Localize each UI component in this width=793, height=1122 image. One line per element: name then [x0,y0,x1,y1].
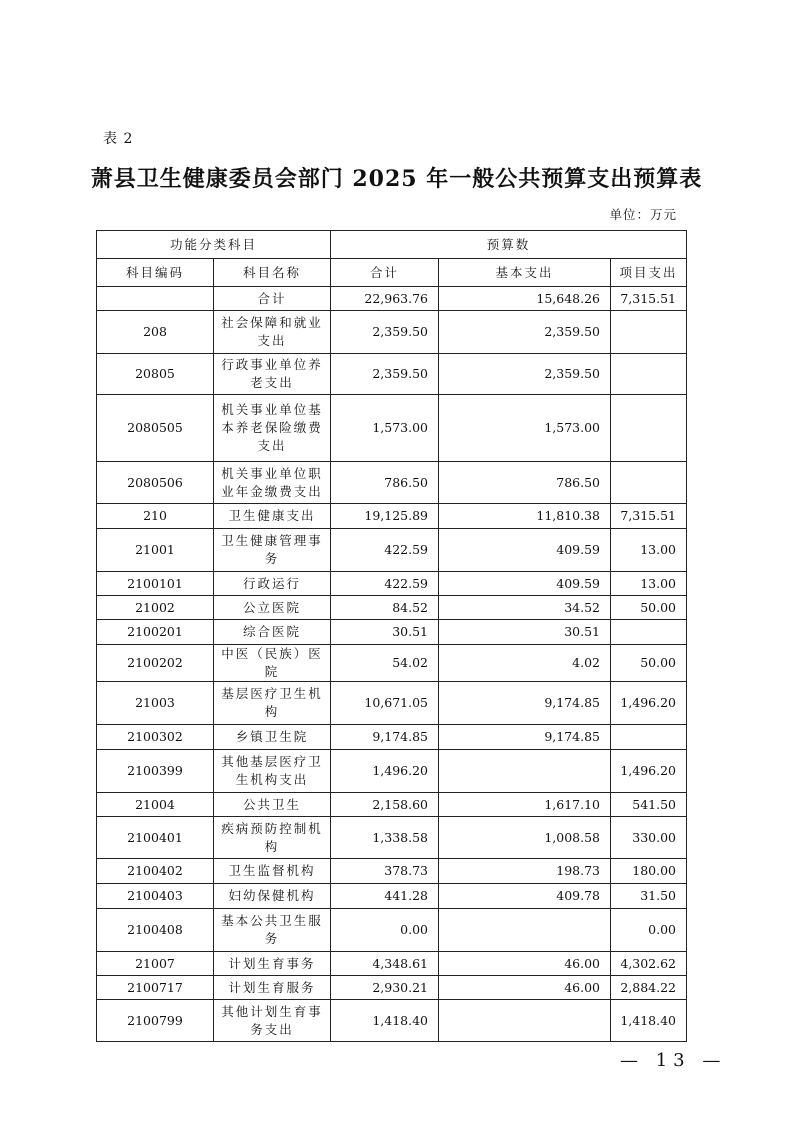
cell-name: 基层医疗卫生机构 [214,682,331,725]
table-row [97,725,687,750]
cell-project [611,725,687,750]
cell-total: 54.02 [331,645,439,682]
table-row [97,504,687,529]
table-row [97,1000,687,1042]
cell-name: 公共卫生 [214,793,331,817]
cell-project: 541.50 [611,793,687,817]
cell-code: 2080506 [97,462,214,504]
cell-code: 2100202 [97,645,214,682]
cell-project: 330.00 [611,817,687,859]
cell-name: 卫生健康管理事务 [214,529,331,572]
cell-basic: 198.73 [439,859,611,884]
header-basic: 基本支出 [439,259,611,287]
cell-name: 综合医院 [214,620,331,645]
header-budget-amount: 预算数 [331,231,687,259]
table-row [97,793,687,817]
cell-name: 计划生育服务 [214,976,331,1000]
cell-basic: 4.02 [439,645,611,682]
cell-basic: 30.51 [439,620,611,645]
cell-code: 2100201 [97,620,214,645]
cell-code: 2100403 [97,884,214,909]
cell-name: 社会保障和就业支出 [214,311,331,354]
table-row [97,620,687,645]
cell-code: 21007 [97,952,214,976]
table-row [97,572,687,596]
cell-project [611,354,687,395]
cell-code: 2100799 [97,1000,214,1042]
cell-code: 21001 [97,529,214,572]
table-row [97,817,687,859]
table-row [97,682,687,725]
cell-basic [439,750,611,793]
table-label: 表 2 [103,131,134,147]
table-row [97,311,687,354]
cell-project: 1,496.20 [611,750,687,793]
cell-project: 180.00 [611,859,687,884]
table-row [97,909,687,952]
cell-basic: 2,359.50 [439,311,611,354]
cell-total: 2,930.21 [331,976,439,1000]
cell-name: 乡镇卫生院 [214,725,331,750]
header-name: 科目名称 [214,259,331,287]
cell-basic [439,1000,611,1042]
cell-project: 50.00 [611,645,687,682]
cell-total: 786.50 [331,462,439,504]
cell-basic: 1,008.58 [439,817,611,859]
cell-total: 19,125.89 [331,504,439,529]
header-column-row [97,259,687,287]
cell-project: 1,418.40 [611,1000,687,1042]
cell-total: 2,359.50 [331,311,439,354]
cell-name: 机关事业单位基本养老保险缴费支出 [214,395,331,462]
document-title: 萧县卫生健康委员会部门 2025 年一般公共预算支出预算表 [90,166,703,192]
cell-basic: 46.00 [439,952,611,976]
cell-name: 行政运行 [214,572,331,596]
unit-label: 单位：万元 [609,207,677,222]
header-function-classification: 功能分类科目 [97,231,331,259]
cell-basic: 1,573.00 [439,395,611,462]
cell-code: 2100302 [97,725,214,750]
cell-total: 30.51 [331,620,439,645]
cell-total: 378.73 [331,859,439,884]
cell-basic: 11,810.38 [439,504,611,529]
cell-name: 合计 [214,287,331,311]
cell-basic: 9,174.85 [439,682,611,725]
cell-code: 2080505 [97,395,214,462]
table-row [97,976,687,1000]
cell-code: 21004 [97,793,214,817]
cell-basic: 9,174.85 [439,725,611,750]
table-row [97,884,687,909]
cell-basic: 15,648.26 [439,287,611,311]
cell-total: 1,338.58 [331,817,439,859]
cell-name: 行政事业单位养老支出 [214,354,331,395]
cell-name: 公立医院 [214,596,331,620]
page-number: — 13 — [620,1050,727,1071]
cell-code: 2100101 [97,572,214,596]
cell-project: 13.00 [611,572,687,596]
table-row [97,529,687,572]
table-body [97,287,687,1042]
cell-code: 21002 [97,596,214,620]
cell-project [611,462,687,504]
table-row [97,462,687,504]
cell-code: 2100402 [97,859,214,884]
cell-total: 441.28 [331,884,439,909]
cell-code: 21003 [97,682,214,725]
cell-name: 卫生监督机构 [214,859,331,884]
cell-name: 中医（民族）医院 [214,645,331,682]
cell-name: 妇幼保健机构 [214,884,331,909]
cell-name: 其他基层医疗卫生机构支出 [214,750,331,793]
cell-code: 210 [97,504,214,529]
table-row [97,952,687,976]
table-row [97,596,687,620]
cell-name: 机关事业单位职业年金缴费支出 [214,462,331,504]
cell-code: 2100717 [97,976,214,1000]
cell-project: 31.50 [611,884,687,909]
cell-total: 2,359.50 [331,354,439,395]
table-row [97,645,687,682]
table-row [97,750,687,793]
cell-total: 22,963.76 [331,287,439,311]
header-project: 项目支出 [611,259,687,287]
header-group-row [97,231,687,259]
cell-project: 2,884.22 [611,976,687,1000]
header-code: 科目编码 [97,259,214,287]
cell-total: 0.00 [331,909,439,952]
cell-total: 9,174.85 [331,725,439,750]
cell-name: 计划生育事务 [214,952,331,976]
cell-basic: 786.50 [439,462,611,504]
cell-basic: 34.52 [439,596,611,620]
cell-name: 卫生健康支出 [214,504,331,529]
cell-basic: 1,617.10 [439,793,611,817]
cell-name: 基本公共卫生服务 [214,909,331,952]
cell-total: 1,573.00 [331,395,439,462]
cell-basic: 409.59 [439,572,611,596]
cell-basic: 46.00 [439,976,611,1000]
cell-code [97,287,214,311]
cell-project: 50.00 [611,596,687,620]
cell-code: 2100408 [97,909,214,952]
cell-total: 84.52 [331,596,439,620]
cell-project: 0.00 [611,909,687,952]
cell-code: 208 [97,311,214,354]
cell-project: 7,315.51 [611,287,687,311]
cell-code: 2100399 [97,750,214,793]
cell-code: 20805 [97,354,214,395]
table-row [97,395,687,462]
cell-project [611,311,687,354]
cell-project [611,395,687,462]
table-row [97,859,687,884]
cell-name: 其他计划生育事务支出 [214,1000,331,1042]
cell-name: 疾病预防控制机构 [214,817,331,859]
budget-table [96,230,687,1042]
table-row [97,287,687,311]
cell-total: 10,671.05 [331,682,439,725]
table-row [97,354,687,395]
cell-basic [439,909,611,952]
cell-basic: 2,359.50 [439,354,611,395]
cell-project: 4,302.62 [611,952,687,976]
cell-total: 422.59 [331,572,439,596]
cell-total: 1,418.40 [331,1000,439,1042]
cell-basic: 409.78 [439,884,611,909]
cell-total: 1,496.20 [331,750,439,793]
cell-project: 7,315.51 [611,504,687,529]
header-total: 合计 [331,259,439,287]
cell-project: 1,496.20 [611,682,687,725]
cell-project: 13.00 [611,529,687,572]
cell-total: 4,348.61 [331,952,439,976]
cell-basic: 409.59 [439,529,611,572]
cell-code: 2100401 [97,817,214,859]
cell-total: 2,158.60 [331,793,439,817]
cell-total: 422.59 [331,529,439,572]
cell-project [611,620,687,645]
